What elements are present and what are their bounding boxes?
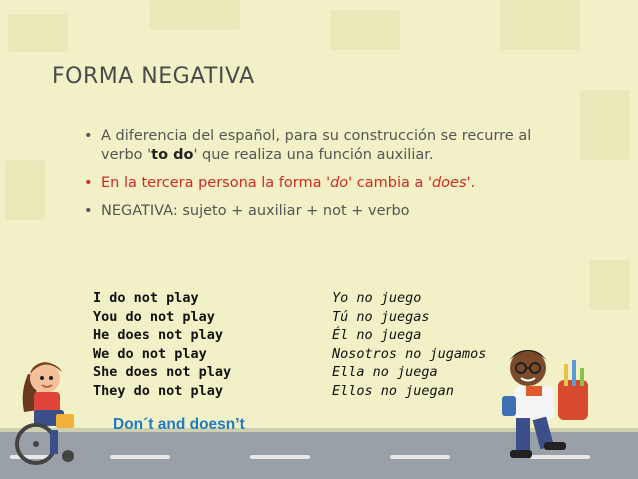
boy-backpack-illustration — [490, 342, 610, 472]
bullet-item: • A diferencia del español, para su construcción se recurre al verbo 'to do' que realiza una función auxiliar. — [84, 128, 532, 163]
english-sentence: We do not play — [93, 345, 207, 362]
spanish-translation: Él no juega — [332, 327, 422, 343]
bullet-dot: • — [84, 175, 93, 191]
bullet-item: • NEGATIVA: sujeto + auxiliar + not + verbo — [84, 203, 410, 219]
road-marking — [390, 455, 450, 459]
english-sentence: I do not play — [93, 290, 199, 306]
girl-wheelchair-illustration — [10, 352, 90, 470]
spanish-translation: Ellos no juegan — [332, 382, 454, 399]
road-marking — [110, 455, 170, 459]
english-sentence: She does not play — [93, 364, 232, 380]
spanish-translation: Nosotros no jugamos — [332, 345, 487, 362]
bullet-list — [84, 127, 564, 230]
bullet-item-highlight: • En la tercera persona la forma 'do' cambia a 'does'. — [84, 175, 476, 191]
road-marking — [250, 455, 310, 459]
spanish-translation: Tú no juegas — [332, 308, 430, 325]
slide-title: FORMA NEGATIVA — [52, 64, 255, 89]
note-text: Don´t and doesn’t — [113, 416, 245, 433]
english-sentence: They do not play — [93, 382, 224, 399]
english-sentence: He does not play — [93, 327, 224, 343]
bullet-dot: • — [84, 128, 93, 144]
bullet-dot: • — [84, 203, 93, 219]
spanish-translation: Ella no juega — [332, 364, 438, 380]
spanish-translation: Yo no juego — [332, 290, 422, 306]
english-sentence: You do not play — [93, 308, 215, 325]
